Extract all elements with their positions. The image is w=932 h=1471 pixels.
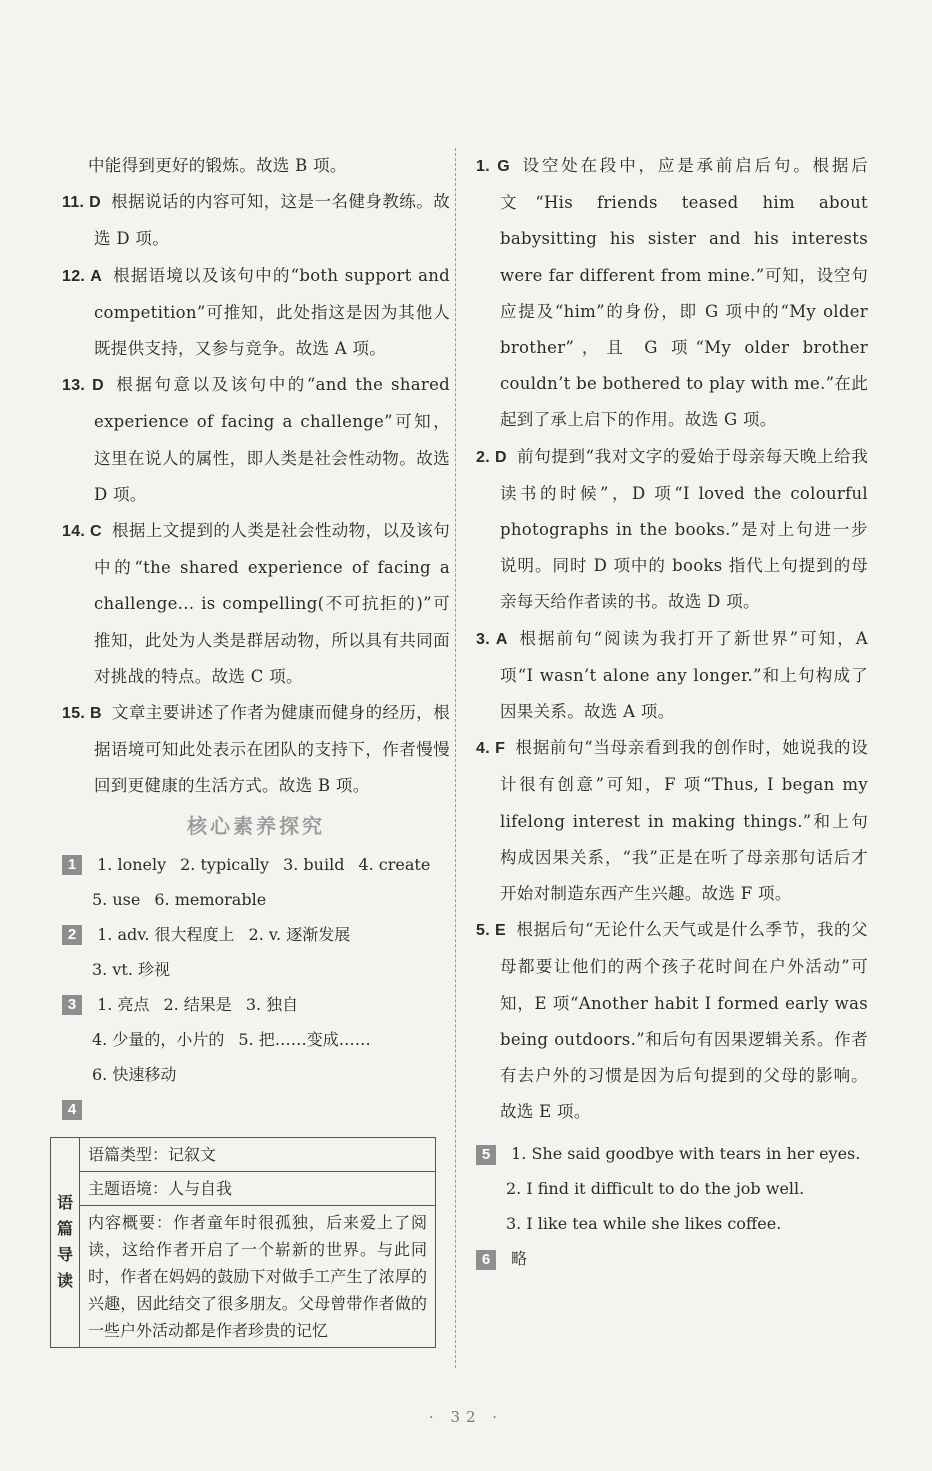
answer-item-12: 12. A 根据语境以及该句中的“both support and competition”可推知，此处指这是因为其他人既提供支持，又参与竞争。故选 A 项。 <box>62 265 450 359</box>
continuation-text: 中能得到更好的锻炼。故选 B 项。 <box>88 156 347 175</box>
exercise-badge: 5 <box>476 1145 496 1165</box>
exercise-1: 1 1. lonely 2. typically 3. build 4. create <box>62 847 450 882</box>
left-column <box>56 148 451 1348</box>
exercise-badge: 1 <box>62 855 82 875</box>
exercise-badge: 2 <box>62 925 82 945</box>
answer-item-15: 15. B 文章主要讲述了作者为健康而健身的经历，根据语境可知此处表示在团队的支持下，作者慢慢回到更健康的生活方式。故选 B 项。 <box>62 703 451 796</box>
answer-item-r5: 5. E 根据后句“无论什么天气或是什么季节，我的父母都要让他们的两个孩子花时间在户外活动”可知，E 项“Another habit I formed early was being outdoors.”和后句有因果逻辑关系。作者有去户外的习惯是因为后句提到的父母的影响。故选 E 项。 <box>476 920 868 1122</box>
answer-item-r2: 2. D 前句提到“我对文字的爱始于母亲每天晚上给我读书的时候”，D 项“I loved the colourful photographs in the books.”是对上句进一步说明。同时 D 项中的 books 指代上句提到的母亲每天给作者读的书。故选 D 项。 <box>476 446 868 612</box>
exercise-1-row2: 5. use 6. memorable <box>92 889 267 909</box>
exercise-badge: 6 <box>476 1250 496 1270</box>
exercise-6: 6 略 <box>476 1241 868 1276</box>
guide-theme: 主题语境：人与自我 <box>80 1171 436 1205</box>
answer-item-13: 13. D 根据句意以及该句中的“and the shared experience of facing a challenge”可知，这里在说人的属性，即人类是社会性动物。故选 D 项。 <box>62 375 451 504</box>
exercise-5-line2: 2. I find it difficult to do the job well. <box>506 1179 805 1199</box>
reading-guide-table <box>50 1137 436 1348</box>
answer-item-r4: 4. F 根据前句“当母亲看到我的创作时，她说我的设计很有创意”可知，F 项“Thus, I began my lifelong interest in making things.”和上句构成因果关系，“我”正是在听了母亲那句话后才开始对制造东西产生兴趣。故选 F 项。 <box>476 738 868 904</box>
section-title: 核心素养探究 <box>187 813 325 838</box>
exercise-5-line3: 3. I like tea while she likes coffee. <box>506 1214 782 1234</box>
exercise-4 <box>62 1092 450 1127</box>
answer-item-14: 14. C 根据上文提到的人类是社会性动物，以及该句中的“the shared experience of facing a challenge... is compelling(不可抗拒的)”可推知，此处为人类是群居动物，所以具有共同面对挑战的特点。故选 C 项。 <box>62 521 451 686</box>
guide-summary: 内容概要：作者童年时很孤独，后来爱上了阅读，这给作者开启了一个崭新的世界。与此同时，作者在妈妈的鼓励下对做手工产生了浓厚的兴趣，因此结交了很多朋友。父母曾带作者做的一些户外活动都是作者珍贵的记忆 <box>80 1205 436 1347</box>
guide-side-label: 语篇导读 <box>51 1137 80 1347</box>
exercise-2-row2: 3. vt. 珍视 <box>92 959 170 979</box>
column-divider <box>455 148 456 1368</box>
exercise-badge: 4 <box>62 1100 82 1120</box>
exercise-5: 5 1. She said goodbye with tears in her eyes. <box>476 1136 868 1171</box>
guide-type: 语篇类型：记叙文 <box>80 1137 436 1171</box>
answer-item-11: 11. D 根据说话的内容可知，这是一名健身教练。故选 D 项。 <box>62 192 451 249</box>
exercise-2: 2 1. adv. 很大程度上 2. v. 逐渐发展 <box>62 917 450 952</box>
page-number: · 32 · <box>428 1408 504 1426</box>
exercise-3: 3 1. 亮点 2. 结果是 3. 独自 <box>62 987 450 1022</box>
answer-item-r1: 1. G 设空处在段中，应是承前启后句。根据后文“His friends teased him about babysitting his sister and his interests were far different from mine.”可知，设空句应提及“him”的身份，即 G 项中的“My older brother”，且 G 项“My older brother couldn’t be bothered to play with me.”在此起到了承上启下的作用。故选 G 项。 <box>476 156 869 430</box>
answer-item-r3: 3. A 根据前句“阅读为我打开了新世界”可知，A 项“I wasn’t alone any longer.”和上句构成了因果关系。故选 A 项。 <box>476 628 868 722</box>
exercise-3-row2: 4. 少量的，小片的 5. 把……变成…… <box>92 1029 371 1049</box>
right-column <box>476 148 868 1276</box>
exercise-badge: 3 <box>62 995 82 1015</box>
exercise-3-row3: 6. 快速移动 <box>92 1064 177 1084</box>
